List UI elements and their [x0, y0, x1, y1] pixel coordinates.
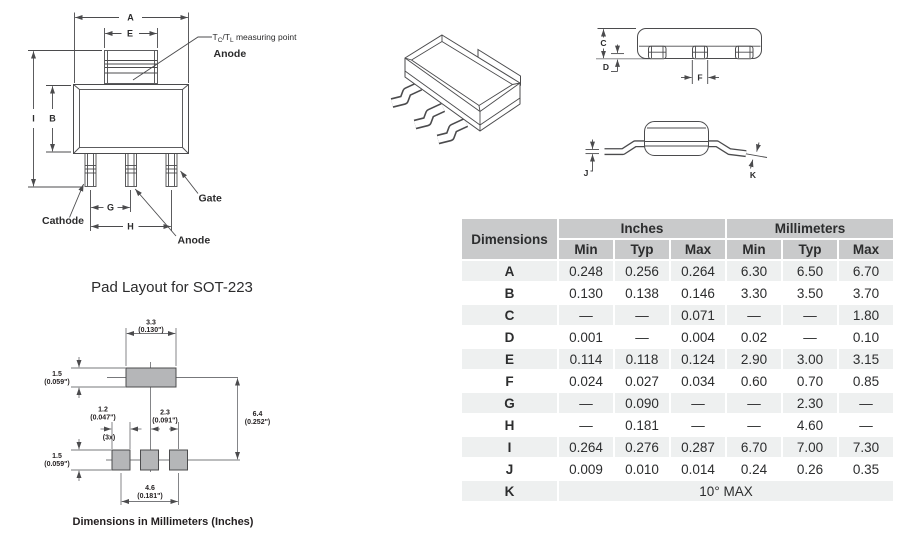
table-cell: 0.248: [559, 261, 613, 281]
table-cell: 0.027: [615, 371, 669, 391]
table-cell-dimension: B: [462, 283, 557, 303]
elev-leads: [649, 46, 754, 59]
pad-dim-height-bottom: [44, 439, 112, 481]
table-cell-dimension: G: [462, 393, 557, 413]
header-inches: Inches: [559, 219, 725, 238]
dim-label-b: B: [49, 113, 56, 124]
table-cell: 0.287: [671, 437, 725, 457]
front-view: [28, 13, 297, 247]
table-row: [462, 393, 893, 413]
tab-outline: [105, 51, 158, 84]
table-cell: 6.70: [727, 437, 781, 457]
table-cell: 0.114: [559, 349, 613, 369]
svg-text:1.5: 1.5: [52, 371, 62, 378]
table-cell: —: [839, 393, 893, 413]
dimension-k: [746, 143, 767, 181]
svg-text:(0.181"): (0.181"): [137, 493, 163, 500]
body-outline: [74, 85, 189, 154]
table-cell: —: [615, 305, 669, 325]
table-cell: 0.001: [559, 327, 613, 347]
pad-dim-pitch: [151, 410, 178, 450]
table-cell: 4.60: [783, 415, 837, 435]
top-view: [596, 29, 762, 85]
svg-text:1.2: 1.2: [98, 406, 108, 414]
table-cell: 0.118: [615, 349, 669, 369]
svg-text:(0.059"): (0.059"): [44, 461, 70, 468]
isometric-view: [392, 35, 521, 140]
dim-label-f: F: [697, 72, 703, 83]
pad-layout-title: Pad Layout for SOT-223: [91, 279, 253, 296]
table-cell-dimension: A: [462, 261, 557, 281]
svg-text:6.4: 6.4: [252, 411, 263, 418]
table-cell: 3.00: [783, 349, 837, 369]
table-cell: 0.138: [615, 283, 669, 303]
table-cell: 0.010: [615, 459, 669, 479]
table-cell: 0.85: [839, 371, 893, 391]
header-max-mm: Max: [839, 240, 893, 259]
table-cell: 0.146: [671, 283, 725, 303]
table-cell: 2.90: [727, 349, 781, 369]
dimension-i: [28, 51, 102, 188]
table-cell: 0.034: [671, 371, 725, 391]
table-cell: 1.80: [839, 305, 893, 325]
dimension-d: [603, 45, 624, 73]
leads-outline: [85, 154, 177, 187]
pad-dim-top-width: [126, 320, 176, 367]
table-cell: 0.014: [671, 459, 725, 479]
table-cell: 0.02: [727, 327, 781, 347]
table-cell: 0.24: [727, 459, 781, 479]
dim-label-k: K: [749, 170, 757, 180]
table-cell-dimension: F: [462, 371, 557, 391]
header-dimensions: Dimensions: [462, 219, 557, 259]
table-row: [462, 305, 893, 325]
table-cell-span: 10° MAX: [559, 481, 893, 501]
table-row: [462, 283, 893, 303]
table-cell: —: [559, 415, 613, 435]
header-min-mm: Min: [727, 240, 781, 259]
table-cell: 0.024: [559, 371, 613, 391]
dimension-g: [91, 190, 131, 231]
table-cell: —: [783, 305, 837, 325]
table-cell: 0.256: [615, 261, 669, 281]
dimension-a: [75, 13, 189, 84]
header-millimeters: Millimeters: [727, 219, 893, 238]
dimension-f: [681, 60, 719, 84]
lead-pad-2: [141, 450, 159, 470]
table-cell: 2.30: [783, 393, 837, 413]
table-cell: —: [839, 415, 893, 435]
table-cell: 0.264: [559, 437, 613, 457]
dim-label-a: A: [127, 12, 134, 23]
gate-label: Gate: [198, 192, 222, 205]
lead-pad-1: [112, 450, 130, 470]
cathode-label: Cathode: [42, 215, 84, 227]
svg-text:(0.252"): (0.252"): [244, 419, 271, 426]
table-row: [462, 371, 893, 391]
table-cell-dimension: C: [462, 305, 557, 325]
table-cell: 6.50: [783, 261, 837, 281]
table-cell: 6.70: [839, 261, 893, 281]
table-cell: 3.70: [839, 283, 893, 303]
table-cell: 0.10: [839, 327, 893, 347]
table-cell: 0.181: [615, 415, 669, 435]
tab-pad: [126, 368, 176, 387]
table-cell: 0.60: [727, 371, 781, 391]
table-cell: —: [559, 393, 613, 413]
table-row: [462, 327, 893, 347]
table-cell: 0.26: [783, 459, 837, 479]
table-cell: 0.35: [839, 459, 893, 479]
dimension-e: [105, 28, 158, 48]
dim-label-d: D: [602, 62, 610, 72]
table-cell: 0.009: [559, 459, 613, 479]
header-typ-in: Typ: [615, 240, 669, 259]
table-row: [462, 415, 893, 435]
svg-text:1.5: 1.5: [52, 453, 62, 460]
table-cell: 3.50: [783, 283, 837, 303]
table-cell: 0.124: [671, 349, 725, 369]
header-min-in: Min: [559, 240, 613, 259]
table-cell: —: [671, 415, 725, 435]
table-cell-dimension: H: [462, 415, 557, 435]
dimension-j: [584, 140, 599, 179]
dim-label-j: J: [583, 168, 589, 178]
table-cell: 0.071: [671, 305, 725, 325]
pad-dim-lead-width: [90, 407, 141, 450]
table-cell-dimension: I: [462, 437, 557, 457]
side-profile-view: [584, 122, 767, 181]
leader-gate: [181, 171, 223, 205]
dim-label-e: E: [126, 28, 134, 39]
table-cell: 0.70: [783, 371, 837, 391]
table-cell-dimension: J: [462, 459, 557, 479]
table-cell: —: [727, 305, 781, 325]
table-cell: 0.004: [671, 327, 725, 347]
dim-label-g: G: [106, 202, 115, 213]
lead-pad-3: [170, 450, 188, 470]
table-cell: 0.130: [559, 283, 613, 303]
table-cell: 7.30: [839, 437, 893, 457]
table-cell: 0.276: [615, 437, 669, 457]
anode-bottom-label: Anode: [177, 234, 211, 247]
table-cell: 0.264: [671, 261, 725, 281]
anode-top-label: Anode: [213, 48, 247, 60]
header-max-in: Max: [671, 240, 725, 259]
dimensions-table-body: [462, 261, 893, 501]
table-cell: 3.30: [727, 283, 781, 303]
pad-dim-vertical-span: [238, 378, 271, 459]
table-cell: 3.15: [839, 349, 893, 369]
dimension-h: [91, 190, 171, 232]
profile-body: [645, 122, 709, 156]
table-cell-dimension: K: [462, 481, 557, 501]
svg-text:(0.047"): (0.047"): [90, 414, 116, 422]
measuring-point-label: $T_C/T_L$ measuring point: [212, 32, 297, 44]
table-cell: —: [727, 415, 781, 435]
pad-layout: [44, 279, 270, 528]
svg-text:(0.059"): (0.059"): [44, 379, 70, 386]
table-row: [462, 349, 893, 369]
table-row: [462, 459, 893, 479]
dimensions-table: [460, 217, 895, 503]
pad-dim-3x-note: (3x): [102, 434, 116, 442]
dim-label-c: C: [600, 37, 607, 48]
dimensions-table-header: [462, 219, 893, 259]
table-cell: —: [727, 393, 781, 413]
svg-text:3.3: 3.3: [146, 319, 156, 327]
pad-dim-bottom-span: [121, 473, 179, 505]
svg-text:(0.091"): (0.091"): [152, 417, 178, 425]
pad-layout-caption: Dimensions in Millimeters (Inches): [72, 516, 254, 528]
table-row: [462, 481, 893, 501]
svg-text:(0.130"): (0.130"): [138, 327, 164, 334]
header-typ-mm: Typ: [783, 240, 837, 259]
table-cell-dimension: E: [462, 349, 557, 369]
dimension-b: [46, 86, 71, 153]
dim-label-i: I: [32, 113, 35, 124]
table-row: [462, 437, 893, 457]
table-cell-dimension: D: [462, 327, 557, 347]
svg-text:2.3: 2.3: [160, 409, 170, 417]
table-cell: —: [671, 393, 725, 413]
table-cell: —: [783, 327, 837, 347]
table-cell: —: [615, 327, 669, 347]
table-cell: 7.00: [783, 437, 837, 457]
table-cell: 6.30: [727, 261, 781, 281]
table-row: [462, 261, 893, 281]
dim-label-h: H: [127, 221, 134, 232]
leader-cathode: [42, 184, 84, 227]
iso-body: [405, 35, 520, 131]
table-cell: 0.090: [615, 393, 669, 413]
table-cell: —: [559, 305, 613, 325]
svg-text:4.6: 4.6: [145, 485, 155, 492]
